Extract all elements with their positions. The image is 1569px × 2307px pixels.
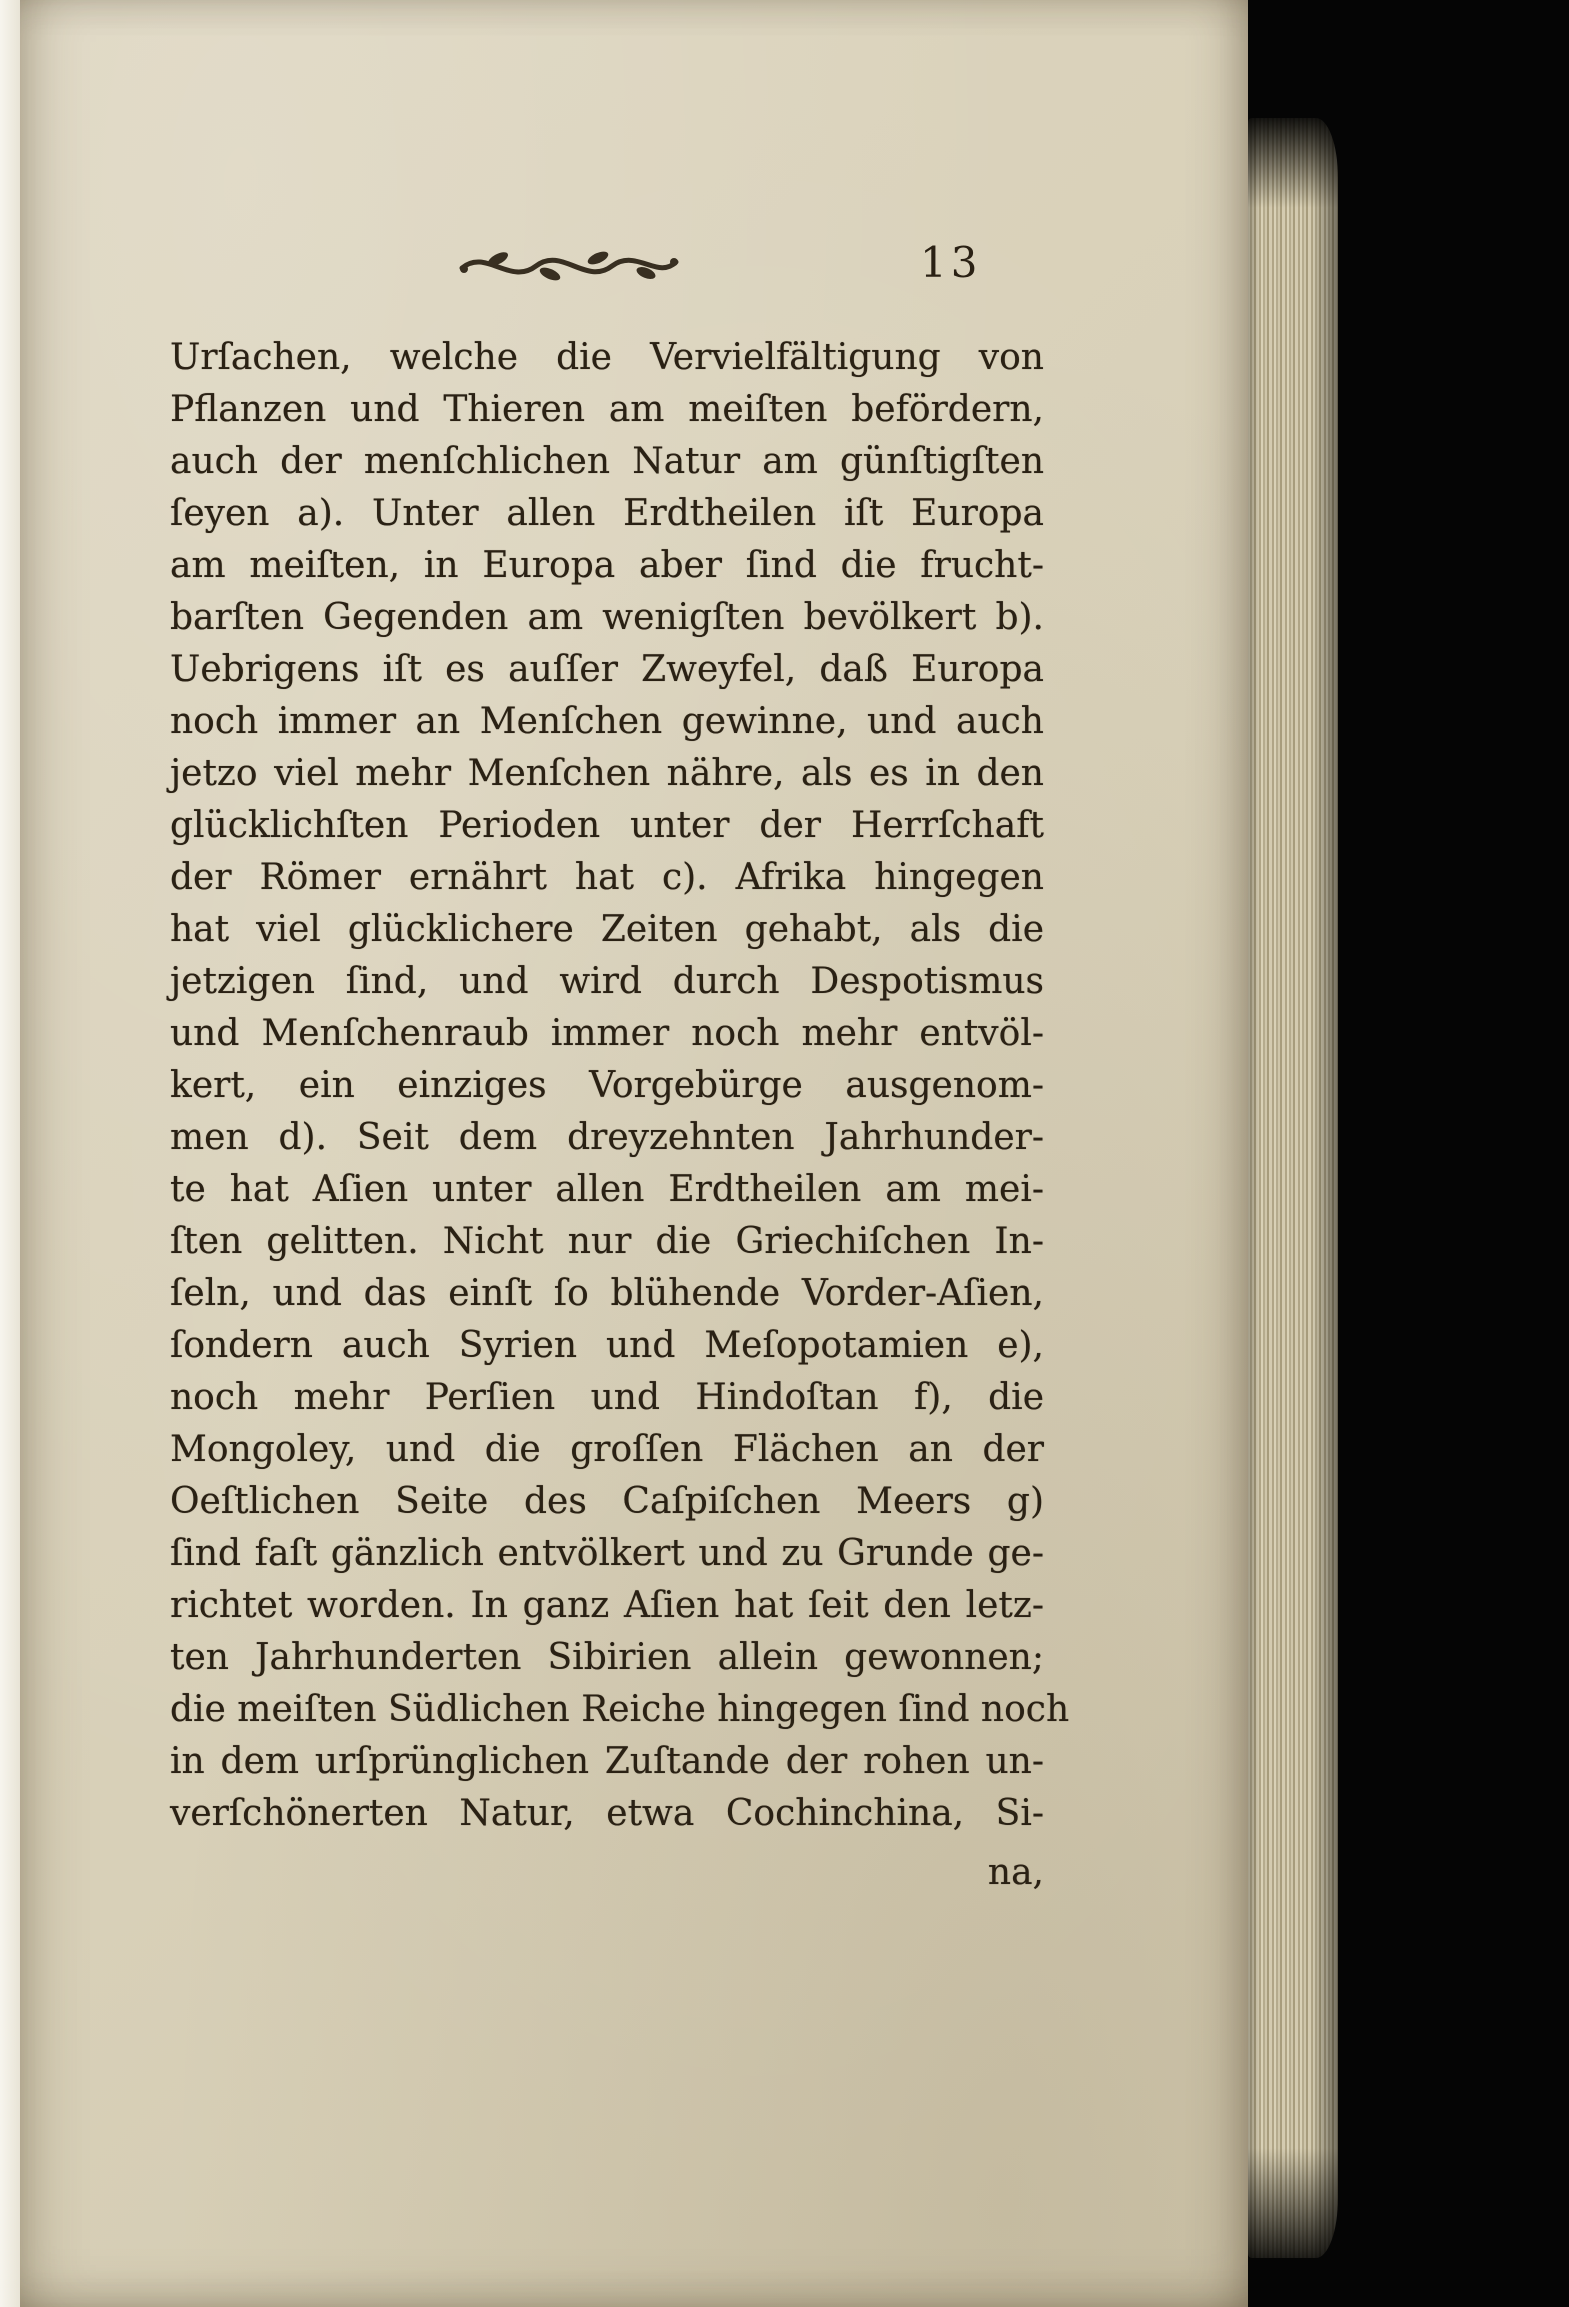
text-line: die meiſten Südlichen Reiche hingegen ſind noch bbox=[170, 1689, 1070, 1730]
text-line: richtet worden. In ganz Aſien hat ſeit den letz- bbox=[170, 1585, 1044, 1626]
text-line: Pflanzen und Thieren am meiſten befördern, bbox=[170, 389, 1044, 430]
text-line: noch mehr Perſien und Hindoſtan f), die bbox=[170, 1377, 1044, 1418]
text-line: barſten Gegenden am wenigſten bevölkert b). bbox=[170, 597, 1044, 638]
text-line: hat viel glücklichere Zeiten gehabt, als die bbox=[170, 909, 1044, 950]
text-line: ſind faſt gänzlich entvölkert und zu Grunde ge- bbox=[170, 1533, 1044, 1574]
text-line: ſeyen a). Unter allen Erdtheilen iſt Europa bbox=[170, 493, 1044, 534]
text-line: noch immer an Menſchen gewinne, und auch bbox=[170, 701, 1044, 742]
text-line: Oeſtlichen Seite des Caſpiſchen Meers g) bbox=[170, 1481, 1044, 1522]
text-line: ten Jahrhunderten Sibirien allein gewonnen; bbox=[170, 1637, 1044, 1678]
text-line: verſchönerten Natur, etwa Cochinchina, Si- bbox=[170, 1793, 1044, 1834]
text-line: der Römer ernährt hat c). Afrika hingegen bbox=[170, 857, 1044, 898]
book-page bbox=[20, 0, 1248, 2307]
text-line: und Menſchenraub immer noch mehr entvöl- bbox=[170, 1013, 1044, 1054]
text-line: glücklichſten Perioden unter der Herrſchaft bbox=[170, 805, 1044, 846]
text-line: Urſachen, welche die Vervielfältigung von bbox=[170, 337, 1044, 378]
text-line: te hat Aſien unter allen Erdtheilen am mei- bbox=[170, 1169, 1044, 1210]
text-line: jetzo viel mehr Menſchen nähre, als es in den bbox=[170, 753, 1044, 794]
text-line: in dem urſprünglichen Zuſtande der rohen un- bbox=[170, 1741, 1044, 1782]
text-line: ſondern auch Syrien und Meſopotamien e), bbox=[170, 1325, 1044, 1366]
text-line: Uebrigens iſt es auſſer Zweyfel, daß Europa bbox=[170, 649, 1044, 690]
fleuron-vine-ornament-icon bbox=[458, 246, 680, 286]
text-line: men d). Seit dem dreyzehnten Jahrhunder- bbox=[170, 1117, 1044, 1158]
text-line: am meiſten, in Europa aber ſind die frucht- bbox=[170, 545, 1044, 586]
scan-left-margin bbox=[0, 0, 20, 2307]
page-number: 13 bbox=[920, 238, 982, 287]
text-line: auch der menſchlichen Natur am günſtigſten bbox=[170, 441, 1044, 482]
text-line: ſeln, und das einſt ſo blühende Vorder-Aſien, bbox=[170, 1273, 1044, 1314]
text-line: kert, ein einziges Vorgebürge ausgenom- bbox=[170, 1065, 1044, 1106]
text-line: jetzigen ſind, und wird durch Despotismus bbox=[170, 961, 1044, 1002]
text-line: ſten gelitten. Nicht nur die Griechiſchen In- bbox=[170, 1221, 1044, 1262]
body-text bbox=[170, 332, 1070, 1840]
book-page-edges bbox=[1248, 118, 1338, 2258]
text-line: Mongoley, und die groſſen Flächen an der bbox=[170, 1429, 1044, 1470]
catchword: na, bbox=[987, 1852, 1044, 1893]
